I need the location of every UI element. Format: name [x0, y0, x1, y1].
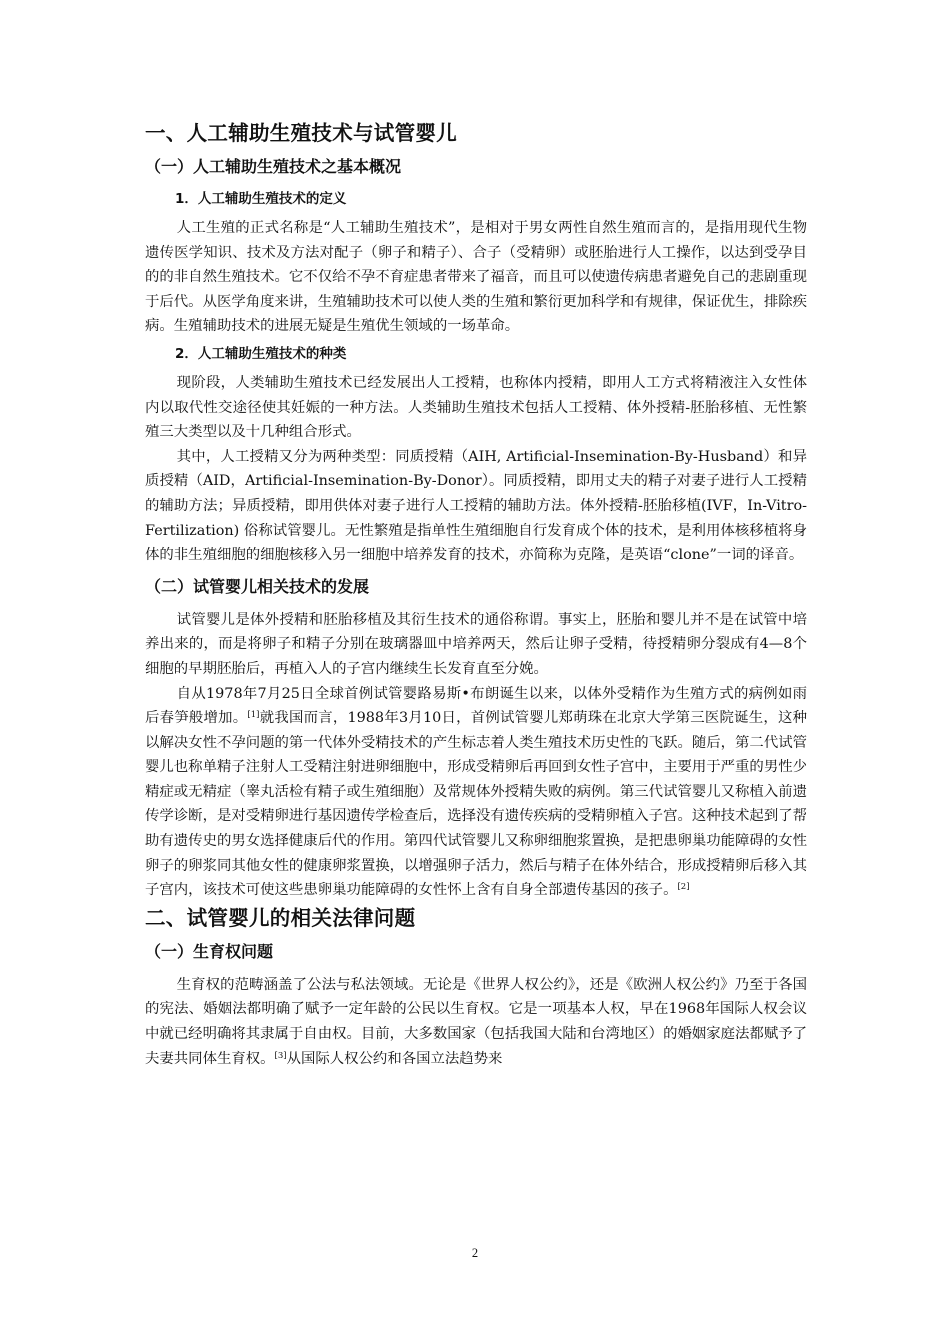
item-1-heading: 1．人工辅助生殖技术的定义: [175, 191, 347, 207]
paragraph-ivf-definition: 试管婴儿是体外授精和胚胎移植及其衍生技术的通俗称谓。事实上，胚胎和婴儿并不是在试管中培养出来的，而是将卵子和精子分别在玻璃器皿中培养两天，然后让卵子受精，待授精卵分裂成有4—8个细胞的早期胚胎后，再植入人的子宫内继续生长发育直至分娩。: [145, 611, 807, 677]
paragraph-ivf-history: [145, 682, 807, 903]
section-2-1-heading: （一）生育权问题: [145, 941, 274, 961]
page-number: 2: [471, 1246, 479, 1260]
paragraph-types-intro: 现阶段，人类辅助生殖技术已经发展出人工授精，也称体内授精，即用人工方式将精液注入女性体内以取代性交途径使其妊娠的一种方法。人类辅助生殖技术包括人工授精、体外授精-胚胎移植、无性繁殖三大类型以及十几种组合形式。: [145, 374, 807, 441]
paragraph-types-detail: 其中，人工授精又分为两种类型：同质授精（AIH, Artificial-Insemination-By-Husband）和异质授精（AID，Artificial-Insemination-By-Donor）。同质授精，即用丈夫的精子对妻子进行人工授精的辅助方法；异质授精，即用供体对妻子进行人工授精的辅助方法。体外授精-胚胎移植(IVF，In-Vitro-Fertilization) 俗称试管婴儿。无性繁殖是指单性生殖细胞自行发育成个体的技术，是利用体核移植将身体的非生殖细胞的细胞核移入另一细胞中培养发育的技术，亦简称为克隆，是英语“clone”一词的译音。: [145, 448, 807, 564]
paragraph-text: 自从1978年7月25日全球首例试管婴路易斯•布朗诞生以来，以体外受精作为生殖方式的病例如雨后春笋般增加。: [145, 685, 807, 727]
section-1-2-heading: （二）试管婴儿相关技术的发展: [145, 576, 370, 596]
citation-1: [1]: [247, 710, 260, 721]
section-1-heading: 一、人工辅助生殖技术与试管婴儿: [145, 121, 457, 145]
paragraph-text: 生育权的范畴涵盖了公法与私法领域。无论是《世界人权公约》，还是《欧洲人权公约》乃至于各国的宪法、婚姻法都明确了赋予一定年龄的公民以生育权。它是一项基本人权，早在1968年国际人权会议中就已经明确将其隶属于自由权。目前，大多数国家（包括我国大陆和台湾地区）的婚姻家庭法都赋予了夫妻共同体生育权。: [145, 976, 807, 1067]
paragraph-definition: 人工生殖的正式名称是“人工辅助生殖技术”，是相对于男女两性自然生殖而言的，是指用现代生物遗传医学知识、技术及方法对配子（卵子和精子）、合子（受精卵）或胚胎进行人工操作，以达到受孕目的的非自然生殖技术。它不仅给不孕不育症患者带来了福音，而且可以使遗传病患者避免自己的悲剧重现于后代。从医学角度来讲，生殖辅助技术可以使人类的生殖和繁衍更加科学和有规律，保证优生，排除疾病。生殖辅助技术的进展无疑是生殖优生领域的一场革命。: [145, 220, 807, 335]
citation-3: [3]: [274, 1050, 287, 1061]
citation-2: [2]: [677, 882, 690, 893]
page-content: [145, 118, 807, 1071]
item-2-heading: 2．人工辅助生殖技术的种类: [175, 345, 347, 362]
section-1-1-heading: （一）人工辅助生殖技术之基本概况: [145, 157, 402, 176]
section-2-heading: 二、试管婴儿的相关法律问题: [145, 905, 416, 930]
paragraph-text: 从国际人权公约和各国立法趋势来: [286, 1050, 503, 1067]
paragraph-reproductive-rights: [145, 973, 807, 1071]
paragraph-text: 就我国而言，1988年3月10日，首例试管婴儿郑萌珠在北京大学第三医院诞生，这种以解决女性不孕问题的第一代体外受精技术的产生标志着人类生殖技术历史性的飞跃。随后，第二代试管婴儿也称单精子注射人工受精注射进卵细胞中，形成受精卵后再回到女性子宫中，主要用于严重的男性少精症或无精症（睾丸活检有精子或生殖细胞）及常规体外授精失败的病例。第三代试管婴儿又称植入前遗传学诊断，是对受精卵进行基因遗传学检查后，选择没有遗传疾病的受精卵植入子宫。这种技术起到了帮助有遗传史的男女选择健康后代的作用。第四代试管婴儿又称卵细胞浆置换，是把患卵巢功能障碍的女性卵子的卵浆同其他女性的健康卵浆置换，以增强卵子活力，然后与精子在体外结合，形成授精卵后移入其子宫内，该技术可使这些患卵巢功能障碍的女性怀上含有自身全部遗传基因的孩子。: [145, 710, 807, 899]
